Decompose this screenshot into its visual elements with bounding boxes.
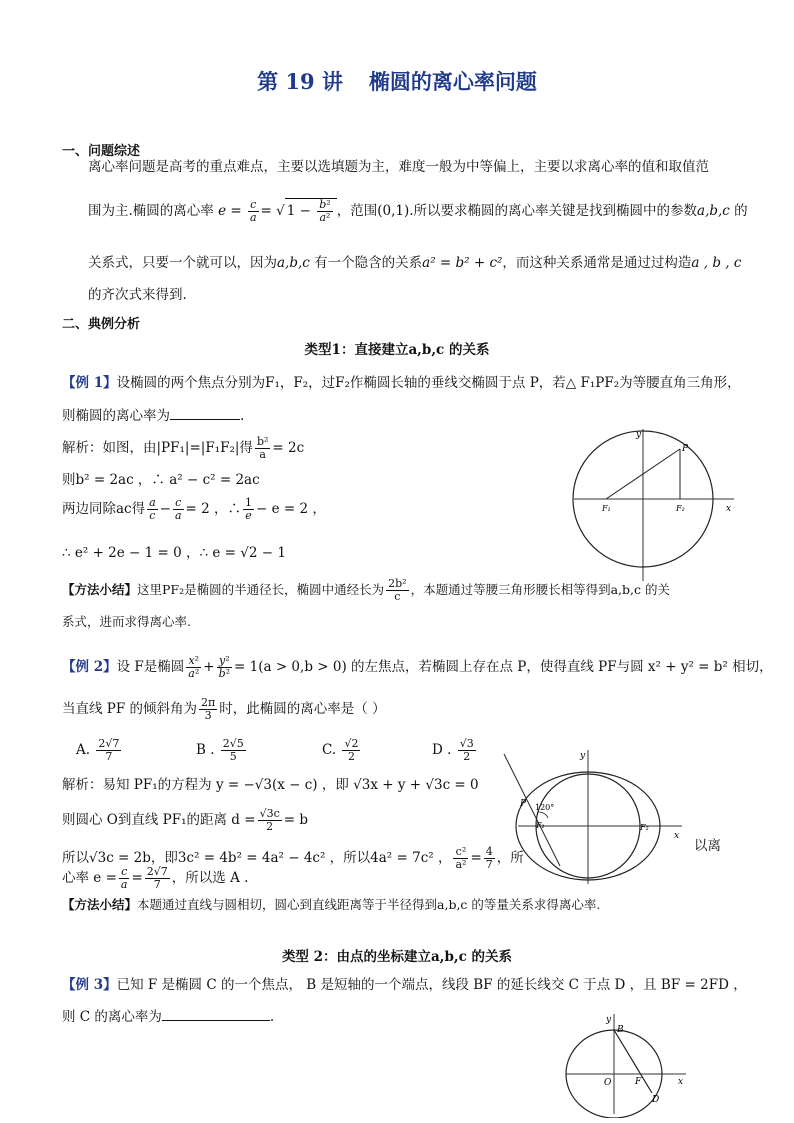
label-y: y [636,430,642,440]
example-1-method-summary-2: 系式，进而求得离心率. [62,614,191,629]
label-f: F [635,1077,642,1087]
overview-para-3: 关系式，只要一个就可以，因为a,b,c 有一个隐含的关系a² = b² + c²，而这种关系通常是通过过构造a , b , c [88,255,742,271]
page-title [0,66,794,96]
example-2-solution-1: 解析：易知 PF₁的方程为 y = −√3(x − c) ，即 √3x + y + √3c = 0 [62,777,479,793]
label-x: x [674,831,680,841]
segment-bd [614,1030,652,1093]
example-1-solution-4: ∴ e² + 2e − 1 = 0 ，∴ e = √2 − 1 [62,545,286,561]
label-b: B [617,1025,624,1035]
example-2-question-line-1: 【例 2】设 F是椭圆 $\frac{\text{x²}}{\text{a²}}$ + $\frac{\text{y²}}{\text{b²}}$ = 1(a > 0,b > 0) 的左焦点，若椭圆上存在点 P，使得直线 PF与圆 x² + y² = b² 相切， [62,654,773,680]
overview-para-1: 离心率问题是高考的重点难点，主要以选填题为主，难度一般为中等偏上，主要以求离心率的值和取值范 [88,159,709,175]
label-f2: F₂ [640,823,649,832]
section-heading-overview: 一、问题综述 [62,144,141,159]
option-b[interactable]: B . $\frac{2√5}{5}$ [196,737,244,763]
example-2-solution-2: 则圆心 O到直线 PF₁的距离 d = $\frac{√3c}{2}$ = b [62,807,308,833]
label-d: D [652,1095,660,1105]
example-3-question-line-2: 则 C 的离心率为 . [62,1006,274,1027]
label-p: P [682,444,689,454]
example-2-solution-3: 所以√3c = 2b，即3c² = 4b² = 4a² − 4c² ，所以4a² = 7c² ， $\frac{\text{c²}}{\text{a²}}$ = $\frac{4}{7}$ ，所 [62,845,524,871]
example-1-method-summary: 【方法小结】这里PF₂是椭圆的半通径长，椭圆中通经长为 $\frac{\text{2b²}}{c}$ ，本题通过等腰三角形腰长相等得到a,b,c 的关 [62,577,670,603]
figure-ellipse-3 [562,1010,692,1118]
example-1-solution-3: 两边同除ac得 $\frac{a}{c}$ − $\frac{c}{a}$ = 2 ，∴ $\frac{1}{e}$ − e = 2 ， [62,496,326,522]
label-x: x [678,1077,684,1087]
answer-blank[interactable] [162,1006,270,1021]
example-1-solution-1: 解析：如图，由|PF₁|=|F₁F₂|得 $\frac{\text{b²}}{a}$ = 2c [62,435,305,461]
type-2-heading: 类型 2：由点的坐标建立a,b,c 的关系 [281,949,513,965]
section-heading-examples: 二、典例分析 [62,317,141,332]
lecture-number: 第 19 讲 [257,69,343,94]
label-o: O [604,1078,612,1088]
angle-arc [538,812,548,818]
example-2-question-line-2: 当直线 PF 的倾斜角为 $\frac{2\pi}{3}$ 时，此椭圆的离心率是（ ） [62,696,386,722]
lecture-topic: 椭圆的离心率问题 [368,69,537,94]
label-y: y [606,1015,612,1025]
example-1-question-line-2: 则椭圆的离心率为 . [62,405,244,426]
overview-para-2: 围为主.椭圆的离心率 e = $\frac{c}{a}$ = √ 1 − $\frac{\text{b²}}{\text{a²}}$ ，范围(0,1).所以要求椭圆的离心率关键是找到椭圆中的参数a,b,c 的 [88,198,748,224]
example-1-question-line-1: 【例 1】设椭圆的两个焦点分别为F₁，F₂，过F₂作椭圆长轴的垂线交椭圆于点 P，若△ F₁PF₂为等腰直角三角形， [62,375,741,391]
answer-blank[interactable] [170,405,240,420]
example-1-solution-2: 则b² = 2ac ，∴ a² − c² = 2ac [62,472,260,488]
type-1-heading: 类型1：直接建立a,b,c 的关系 [304,342,490,358]
example-3-question-line-1: 【例 3】已知 F 是椭圆 C 的一个焦点， B 是短轴的一个端点，线段 BF 的延长线交 C 于点 D ，且 BF = 2FD ， [62,977,747,993]
option-a[interactable]: A. $\frac{2√7}{7}$ [76,737,120,763]
example-2-solution-4: 心率 e = $\frac{c}{a}$ = $\frac{2√7}{7}$ ，所以选 A . [62,865,249,891]
label-p: P [520,799,527,809]
label-f1: F₁ [602,504,611,513]
label-angle: 120° [535,803,555,812]
option-d[interactable]: D . $\frac{√3}{2}$ [432,737,474,763]
label-f2: F₂ [676,504,685,513]
overview-para-4: 的齐次式来得到. [88,287,187,303]
label-f1: F₁ [536,821,545,830]
figure-ellipse-circle [498,748,688,888]
option-c[interactable]: C. $\frac{√2}{2}$ [322,737,359,763]
label-y: y [580,751,586,761]
example-2-method-summary: 【方法小结】本题通过直线与圆相切，圆心到直线距离等于半径得到a,b,c 的等量关系求得离心率. [62,897,601,912]
figure-ellipse-1 [568,425,744,585]
example-2-solution-tail: 以离 [694,838,721,854]
label-x: x [726,504,732,514]
